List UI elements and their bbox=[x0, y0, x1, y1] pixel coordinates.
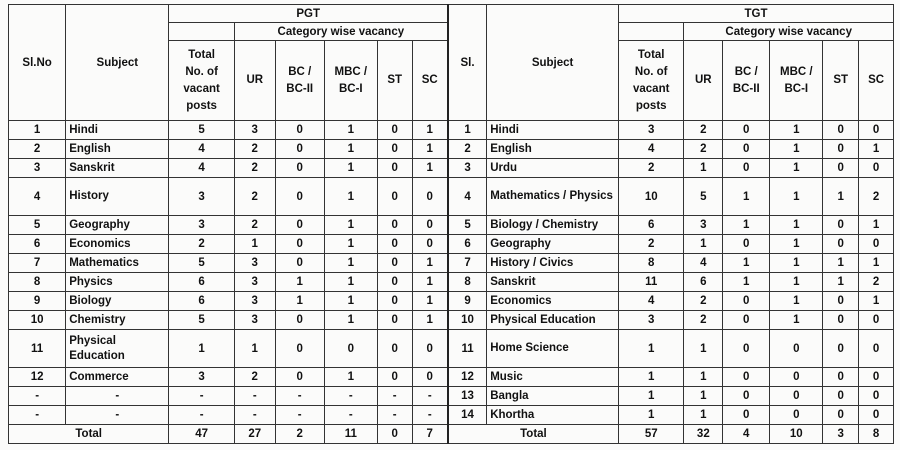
tgt-st-cell: 0 bbox=[823, 216, 859, 235]
pgt-st-cell: 0 bbox=[377, 140, 412, 159]
tgt-subject-cell: Hindi bbox=[487, 121, 619, 140]
pgt-mbc-cell: 1 bbox=[324, 121, 377, 140]
pgt-total-cell: 6 bbox=[169, 292, 234, 311]
pgt-subject-cell: Sanskrit bbox=[66, 159, 169, 178]
pgt-bc-cell: - bbox=[275, 387, 324, 406]
pgt-bc-cell: 0 bbox=[275, 121, 324, 140]
pgt-sc-cell: 0 bbox=[412, 235, 448, 254]
pgt-slno-header: Sl.No bbox=[9, 5, 66, 121]
tgt-bc-cell: 0 bbox=[723, 406, 770, 425]
tgt-total-cell: 3 bbox=[619, 121, 684, 140]
tgt-sc-cell: 0 bbox=[859, 330, 894, 368]
table-row bbox=[9, 368, 894, 387]
pgt-st-cell: 0 bbox=[377, 273, 412, 292]
pgt-total-label: Total bbox=[9, 425, 169, 444]
pgt-subject-cell: Physics bbox=[66, 273, 169, 292]
pgt-slno-cell: 1 bbox=[9, 121, 66, 140]
pgt-mbc-cell: 1 bbox=[324, 140, 377, 159]
tgt-bc-cell: 1 bbox=[723, 178, 770, 216]
tgt-slno-cell: 9 bbox=[448, 292, 487, 311]
tgt-ur-cell: 6 bbox=[684, 273, 723, 292]
tgt-ur-cell: 1 bbox=[684, 368, 723, 387]
tgt-subject-cell: Sanskrit bbox=[487, 273, 619, 292]
tgt-bc-cell: 0 bbox=[723, 292, 770, 311]
pgt-sc-cell: 0 bbox=[412, 330, 448, 368]
tgt-subject-cell: History / Civics bbox=[487, 254, 619, 273]
tgt-sc-cell: 0 bbox=[859, 159, 894, 178]
pgt-bc-cell: 0 bbox=[275, 216, 324, 235]
pgt-mbc-cell: 1 bbox=[324, 311, 377, 330]
table-row bbox=[9, 254, 894, 273]
tgt-total-header: Total No. of vacant posts bbox=[619, 41, 684, 121]
pgt-total-posts: 47 bbox=[169, 425, 234, 444]
tgt-st-cell: 0 bbox=[823, 387, 859, 406]
tgt-bc-header: BC / BC-II bbox=[723, 41, 770, 121]
vacancy-table bbox=[8, 4, 894, 444]
pgt-ur-header: UR bbox=[234, 41, 275, 121]
pgt-sc-cell: 1 bbox=[412, 311, 448, 330]
pgt-bc-cell: 0 bbox=[275, 330, 324, 368]
tgt-sc-cell: 0 bbox=[859, 121, 894, 140]
tgt-mbc-cell: 0 bbox=[770, 406, 823, 425]
tgt-sc-cell: 1 bbox=[859, 140, 894, 159]
pgt-total-cell: 5 bbox=[169, 311, 234, 330]
pgt-subject-header: Subject bbox=[66, 5, 169, 121]
tgt-sc-cell: 0 bbox=[859, 235, 894, 254]
pgt-slno-cell: 2 bbox=[9, 140, 66, 159]
tgt-sc-cell: 0 bbox=[859, 368, 894, 387]
tgt-total-cell: 2 bbox=[619, 235, 684, 254]
tgt-bc-cell: 1 bbox=[723, 273, 770, 292]
tgt-bc-cell: 0 bbox=[723, 121, 770, 140]
tgt-ur-cell: 1 bbox=[684, 159, 723, 178]
pgt-ur-cell: - bbox=[234, 387, 275, 406]
tgt-total-ur: 32 bbox=[684, 425, 723, 444]
pgt-bc-cell: 0 bbox=[275, 178, 324, 216]
tgt-ur-cell: 1 bbox=[684, 387, 723, 406]
pgt-st-cell: 0 bbox=[377, 178, 412, 216]
tgt-bc-cell: 1 bbox=[723, 216, 770, 235]
tgt-ur-cell: 4 bbox=[684, 254, 723, 273]
pgt-mbc-cell: 1 bbox=[324, 292, 377, 311]
tgt-mbc-cell: 1 bbox=[770, 311, 823, 330]
tgt-total-label: Total bbox=[448, 425, 619, 444]
pgt-subject-cell: Commerce bbox=[66, 368, 169, 387]
tgt-slno-cell: 12 bbox=[448, 368, 487, 387]
tgt-slno-cell: 13 bbox=[448, 387, 487, 406]
pgt-st-cell: 0 bbox=[377, 159, 412, 178]
pgt-sc-cell: - bbox=[412, 406, 448, 425]
tgt-total-mbc: 10 bbox=[770, 425, 823, 444]
tgt-mbc-cell: 1 bbox=[770, 216, 823, 235]
tgt-total-cell: 11 bbox=[619, 273, 684, 292]
tgt-st-cell: 0 bbox=[823, 235, 859, 254]
pgt-total-sc: 7 bbox=[412, 425, 448, 444]
tgt-slno-cell: 6 bbox=[448, 235, 487, 254]
tgt-slno-cell: 2 bbox=[448, 140, 487, 159]
tgt-mbc-header: MBC / BC-I bbox=[770, 41, 823, 121]
pgt-bc-cell: 0 bbox=[275, 159, 324, 178]
tgt-total-cell: 1 bbox=[619, 406, 684, 425]
tgt-slno-header: Sl. bbox=[448, 5, 487, 121]
tgt-sc-cell: 0 bbox=[859, 311, 894, 330]
tgt-slno-cell: 5 bbox=[448, 216, 487, 235]
pgt-ur-cell: 2 bbox=[234, 216, 275, 235]
table-row bbox=[9, 121, 894, 140]
table-row bbox=[9, 140, 894, 159]
tgt-total-st: 3 bbox=[823, 425, 859, 444]
pgt-st-cell: 0 bbox=[377, 216, 412, 235]
pgt-slno-cell: 3 bbox=[9, 159, 66, 178]
tgt-slno-cell: 10 bbox=[448, 311, 487, 330]
tgt-ur-cell: 5 bbox=[684, 178, 723, 216]
pgt-ur-cell: 2 bbox=[234, 159, 275, 178]
tgt-total-sc: 8 bbox=[859, 425, 894, 444]
pgt-subject-cell: - bbox=[66, 387, 169, 406]
tgt-title: TGT bbox=[619, 5, 894, 23]
pgt-ur-cell: 1 bbox=[234, 330, 275, 368]
table-row bbox=[9, 273, 894, 292]
tgt-mbc-cell: 0 bbox=[770, 387, 823, 406]
tgt-subject-cell: Urdu bbox=[487, 159, 619, 178]
pgt-total-st: 0 bbox=[377, 425, 412, 444]
pgt-ur-cell: 2 bbox=[234, 178, 275, 216]
tgt-total-cell: 4 bbox=[619, 140, 684, 159]
table-row bbox=[9, 387, 894, 406]
tgt-ur-cell: 3 bbox=[684, 216, 723, 235]
pgt-st-cell: 0 bbox=[377, 368, 412, 387]
pgt-subject-cell: Biology bbox=[66, 292, 169, 311]
tgt-subject-cell: Music bbox=[487, 368, 619, 387]
table-row bbox=[9, 330, 894, 368]
pgt-subject-cell: History bbox=[66, 178, 169, 216]
tgt-sc-cell: 1 bbox=[859, 254, 894, 273]
pgt-slno-cell: 7 bbox=[9, 254, 66, 273]
pgt-ur-cell: 3 bbox=[234, 273, 275, 292]
pgt-total-cell: 2 bbox=[169, 235, 234, 254]
pgt-sc-cell: 0 bbox=[412, 178, 448, 216]
pgt-ur-cell: 2 bbox=[234, 368, 275, 387]
tgt-slno-cell: 8 bbox=[448, 273, 487, 292]
tgt-ur-cell: 2 bbox=[684, 311, 723, 330]
tgt-slno-cell: 4 bbox=[448, 178, 487, 216]
tgt-st-cell: 0 bbox=[823, 406, 859, 425]
tgt-total-cell: 8 bbox=[619, 254, 684, 273]
tgt-subject-cell: Physical Education bbox=[487, 311, 619, 330]
pgt-mbc-cell: - bbox=[324, 387, 377, 406]
tgt-st-header: ST bbox=[823, 41, 859, 121]
totals-row bbox=[9, 425, 894, 444]
tgt-st-cell: 0 bbox=[823, 311, 859, 330]
tgt-mbc-cell: 1 bbox=[770, 254, 823, 273]
pgt-title: PGT bbox=[169, 5, 448, 23]
tgt-slno-cell: 7 bbox=[448, 254, 487, 273]
tgt-slno-cell: 1 bbox=[448, 121, 487, 140]
tgt-total-cell: 1 bbox=[619, 387, 684, 406]
pgt-sc-header: SC bbox=[412, 41, 448, 121]
tgt-sc-cell: 1 bbox=[859, 292, 894, 311]
tgt-ur-cell: 2 bbox=[684, 140, 723, 159]
pgt-bc-cell: 0 bbox=[275, 235, 324, 254]
tgt-slno-cell: 11 bbox=[448, 330, 487, 368]
pgt-total-cell: - bbox=[169, 387, 234, 406]
tgt-slno-cell: 14 bbox=[448, 406, 487, 425]
pgt-ur-cell: 1 bbox=[234, 235, 275, 254]
pgt-sc-cell: 0 bbox=[412, 216, 448, 235]
pgt-bc-header: BC / BC-II bbox=[275, 41, 324, 121]
pgt-total-cell: 3 bbox=[169, 178, 234, 216]
tgt-ur-header: UR bbox=[684, 41, 723, 121]
table-row bbox=[9, 311, 894, 330]
tgt-subject-header: Subject bbox=[487, 5, 619, 121]
pgt-total-cell: 3 bbox=[169, 216, 234, 235]
tgt-slno-cell: 3 bbox=[448, 159, 487, 178]
pgt-sc-cell: - bbox=[412, 387, 448, 406]
pgt-subject-cell: Geography bbox=[66, 216, 169, 235]
pgt-st-cell: - bbox=[377, 387, 412, 406]
tgt-total-cell: 6 bbox=[619, 216, 684, 235]
pgt-slno-cell: 11 bbox=[9, 330, 66, 368]
tgt-st-cell: 0 bbox=[823, 330, 859, 368]
pgt-st-cell: 0 bbox=[377, 121, 412, 140]
pgt-ur-cell: 3 bbox=[234, 292, 275, 311]
tgt-total-bc: 4 bbox=[723, 425, 770, 444]
tgt-mbc-cell: 1 bbox=[770, 178, 823, 216]
pgt-sc-cell: 1 bbox=[412, 159, 448, 178]
pgt-sc-cell: 1 bbox=[412, 254, 448, 273]
pgt-sc-cell: 1 bbox=[412, 292, 448, 311]
pgt-total-header: Total No. of vacant posts bbox=[169, 41, 234, 121]
pgt-subject-cell: Mathematics bbox=[66, 254, 169, 273]
pgt-mbc-cell: 1 bbox=[324, 273, 377, 292]
tgt-subject-cell: Economics bbox=[487, 292, 619, 311]
pgt-bc-cell: 0 bbox=[275, 254, 324, 273]
pgt-mbc-cell: 1 bbox=[324, 254, 377, 273]
pgt-total-cell: 3 bbox=[169, 368, 234, 387]
pgt-mbc-header: MBC / BC-I bbox=[324, 41, 377, 121]
pgt-mbc-cell: 0 bbox=[324, 330, 377, 368]
tgt-total-cell: 4 bbox=[619, 292, 684, 311]
pgt-sc-cell: 0 bbox=[412, 368, 448, 387]
tgt-sc-cell: 2 bbox=[859, 178, 894, 216]
tgt-total-cell: 1 bbox=[619, 330, 684, 368]
pgt-total-cell: 4 bbox=[169, 140, 234, 159]
tgt-ur-cell: 1 bbox=[684, 235, 723, 254]
tgt-subject-cell: Bangla bbox=[487, 387, 619, 406]
tgt-bc-cell: 0 bbox=[723, 368, 770, 387]
table-row bbox=[9, 292, 894, 311]
tgt-mbc-cell: 1 bbox=[770, 140, 823, 159]
tgt-st-cell: 1 bbox=[823, 178, 859, 216]
tgt-st-cell: 0 bbox=[823, 121, 859, 140]
pgt-subject-cell: Chemistry bbox=[66, 311, 169, 330]
pgt-bc-cell: 0 bbox=[275, 368, 324, 387]
tgt-subject-cell: Geography bbox=[487, 235, 619, 254]
pgt-subject-cell: Economics bbox=[66, 235, 169, 254]
tgt-mbc-cell: 1 bbox=[770, 121, 823, 140]
pgt-slno-cell: - bbox=[9, 406, 66, 425]
tgt-bc-cell: 0 bbox=[723, 235, 770, 254]
pgt-st-cell: 0 bbox=[377, 311, 412, 330]
pgt-total-cell: - bbox=[169, 406, 234, 425]
pgt-st-cell: 0 bbox=[377, 254, 412, 273]
pgt-subject-cell: Hindi bbox=[66, 121, 169, 140]
tgt-sc-cell: 0 bbox=[859, 387, 894, 406]
pgt-bc-cell: - bbox=[275, 406, 324, 425]
table-row bbox=[9, 159, 894, 178]
tgt-bc-cell: 0 bbox=[723, 330, 770, 368]
pgt-st-cell: 0 bbox=[377, 292, 412, 311]
tgt-total-cell: 3 bbox=[619, 311, 684, 330]
pgt-total-cell: 1 bbox=[169, 330, 234, 368]
tgt-subject-cell: Mathematics / Physics bbox=[487, 178, 619, 216]
tgt-sc-cell: 0 bbox=[859, 406, 894, 425]
tgt-bc-cell: 0 bbox=[723, 140, 770, 159]
pgt-mbc-cell: 1 bbox=[324, 235, 377, 254]
pgt-bc-cell: 0 bbox=[275, 140, 324, 159]
pgt-ur-cell: 2 bbox=[234, 140, 275, 159]
tgt-category-title: Category wise vacancy bbox=[684, 23, 894, 41]
tgt-sc-cell: 1 bbox=[859, 216, 894, 235]
pgt-mbc-cell: 1 bbox=[324, 178, 377, 216]
tgt-mbc-cell: 0 bbox=[770, 368, 823, 387]
pgt-sc-cell: 1 bbox=[412, 273, 448, 292]
tgt-st-cell: 0 bbox=[823, 292, 859, 311]
pgt-slno-cell: 4 bbox=[9, 178, 66, 216]
tgt-bc-cell: 0 bbox=[723, 311, 770, 330]
tgt-mbc-cell: 1 bbox=[770, 273, 823, 292]
pgt-slno-cell: 6 bbox=[9, 235, 66, 254]
pgt-total-bc: 2 bbox=[275, 425, 324, 444]
tgt-st-cell: 0 bbox=[823, 159, 859, 178]
pgt-st-cell: - bbox=[377, 406, 412, 425]
pgt-ur-cell: 3 bbox=[234, 311, 275, 330]
pgt-st-cell: 0 bbox=[377, 330, 412, 368]
tgt-sc-cell: 2 bbox=[859, 273, 894, 292]
pgt-slno-cell: - bbox=[9, 387, 66, 406]
pgt-st-header: ST bbox=[377, 41, 412, 121]
tgt-st-cell: 0 bbox=[823, 140, 859, 159]
pgt-sc-cell: 1 bbox=[412, 140, 448, 159]
pgt-bc-cell: 0 bbox=[275, 311, 324, 330]
tgt-subject-cell: English bbox=[487, 140, 619, 159]
pgt-mbc-cell: 1 bbox=[324, 216, 377, 235]
pgt-total-cell: 4 bbox=[169, 159, 234, 178]
pgt-total-mbc: 11 bbox=[324, 425, 377, 444]
pgt-total-cell: 6 bbox=[169, 273, 234, 292]
tgt-subject-cell: Khortha bbox=[487, 406, 619, 425]
tgt-st-cell: 1 bbox=[823, 273, 859, 292]
pgt-mbc-cell: 1 bbox=[324, 368, 377, 387]
tgt-subject-cell: Biology / Chemistry bbox=[487, 216, 619, 235]
pgt-total-cell: 5 bbox=[169, 254, 234, 273]
pgt-subject-cell: English bbox=[66, 140, 169, 159]
pgt-slno-cell: 5 bbox=[9, 216, 66, 235]
pgt-subject-cell: Physical Education bbox=[66, 330, 169, 368]
pgt-st-cell: 0 bbox=[377, 235, 412, 254]
tgt-total-cell: 1 bbox=[619, 368, 684, 387]
pgt-total-cell: 5 bbox=[169, 121, 234, 140]
tgt-total-cell: 10 bbox=[619, 178, 684, 216]
pgt-subject-cell: - bbox=[66, 406, 169, 425]
tgt-bc-cell: 1 bbox=[723, 254, 770, 273]
pgt-mbc-cell: 1 bbox=[324, 159, 377, 178]
pgt-ur-cell: - bbox=[234, 406, 275, 425]
tgt-mbc-cell: 1 bbox=[770, 159, 823, 178]
tgt-ur-cell: 2 bbox=[684, 121, 723, 140]
tgt-ur-cell: 2 bbox=[684, 292, 723, 311]
pgt-ur-cell: 3 bbox=[234, 121, 275, 140]
pgt-slno-cell: 10 bbox=[9, 311, 66, 330]
tgt-subject-cell: Home Science bbox=[487, 330, 619, 368]
tgt-mbc-cell: 1 bbox=[770, 292, 823, 311]
tgt-st-cell: 0 bbox=[823, 368, 859, 387]
table-row bbox=[9, 216, 894, 235]
tgt-bc-cell: 0 bbox=[723, 387, 770, 406]
pgt-slno-cell: 12 bbox=[9, 368, 66, 387]
tgt-st-cell: 1 bbox=[823, 254, 859, 273]
pgt-slno-cell: 8 bbox=[9, 273, 66, 292]
pgt-category-title: Category wise vacancy bbox=[234, 23, 448, 41]
tgt-total-cell: 2 bbox=[619, 159, 684, 178]
tgt-total-posts: 57 bbox=[619, 425, 684, 444]
tgt-ur-cell: 1 bbox=[684, 406, 723, 425]
tgt-mbc-cell: 0 bbox=[770, 330, 823, 368]
pgt-slno-cell: 9 bbox=[9, 292, 66, 311]
pgt-mbc-cell: - bbox=[324, 406, 377, 425]
table-row bbox=[9, 178, 894, 216]
tgt-ur-cell: 1 bbox=[684, 330, 723, 368]
table-row bbox=[9, 235, 894, 254]
pgt-bc-cell: 1 bbox=[275, 273, 324, 292]
tgt-mbc-cell: 1 bbox=[770, 235, 823, 254]
tgt-bc-cell: 0 bbox=[723, 159, 770, 178]
pgt-ur-cell: 3 bbox=[234, 254, 275, 273]
pgt-sc-cell: 1 bbox=[412, 121, 448, 140]
table-row bbox=[9, 406, 894, 425]
tgt-sc-header: SC bbox=[859, 41, 894, 121]
pgt-total-ur: 27 bbox=[234, 425, 275, 444]
pgt-bc-cell: 1 bbox=[275, 292, 324, 311]
